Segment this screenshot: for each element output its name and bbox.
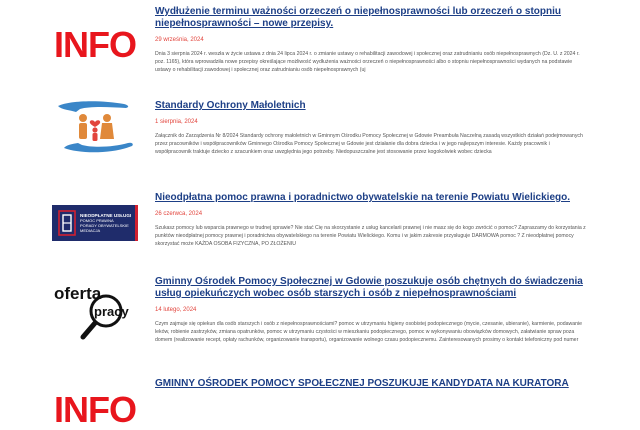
info-logo: INFO — [54, 389, 136, 430]
post-excerpt: Szukasz pomocy lub wsparcia prawnego w trudnej sprawie? Nie stać Cię na skorzystanie z usług kancelarii prawnej i nie masz się do kogo zwrócić o pomoc? Zapraszamy do korzystania z punktów nieodpłatnej pomocy prawnej i poradnictwa obywatelskiego na terenie Powiatu Wielickiego. Komu i w jakim zakresie przysługuje DARMOWA pomoc ? Z nieodpłatnej pomocy skorzystać może KAŻDA OSOBA FIZYCZNA, PO ZŁOŻENIU — [155, 225, 586, 248]
legal-aid-icon — [58, 210, 76, 236]
post-excerpt: Dnia 3 sierpnia 2024 r. weszła w życie ustawa z dnia 24 lipca 2024 r. o zmianie ustawy o rehabilitacji zawodowej i społecznej oraz zatrudnianiu osób niepełnosprawnych (Dz. U. z 2024 r. poz. 1165), która wprowadziła nowe przepisy określające możliwość wydłużenia ważności orzeczeń o niepełnosprawności albo o stopniu niepełnosprawności wydanych na podstawie ustawy o rehabilitacji zawodowej i społecznej oraz zatrudnianiu osób niepełnosprawnych (uj — [155, 51, 580, 74]
post-title-link[interactable]: Standardy Ochrony Małoletnich — [155, 100, 306, 111]
post-title-link[interactable]: Gminny Ośrodek Pomocy Społecznej w Gdowie poszukuje osób chętnych do świadczenia usług opiekuńczych wobec osób starszych i osób z niepełnosprawnościami — [155, 276, 583, 299]
legal-aid-text — [80, 213, 131, 233]
post-thumbnail[interactable] — [50, 389, 140, 430]
oferta-word: oferta — [54, 284, 102, 303]
post-date: 26 czerwca, 2024 — [155, 211, 203, 217]
post-item — [0, 276, 640, 366]
info-logo: INFO — [54, 24, 136, 65]
post-date: 29 września, 2024 — [155, 37, 204, 43]
post-thumbnail[interactable] — [50, 100, 140, 155]
post-content — [155, 276, 587, 345]
post-excerpt: Załącznik do Zarządzenia Nr 8/2024 Standardy ochrony małoletnich w Gminnym Ośrodku Pomocy Społecznej w Gdowie Preambuła Naczelną zasadą wszystkich działań podejmowanych przez pracowników i współpracowników Gminnego Ośrodka Pomocy Społecznej w Gdowie jest działanie dla dobra dziecka i w jego najlepszym interesie. Każdy pracownik i współpracownik traktuje dziecko z szacunkiem oraz uwzględnia jego potrzeby. Niedopuszczalne jest stosowanie przez kogokolwiek wobec dziecka — [155, 133, 583, 156]
post-content — [155, 192, 587, 249]
child-protection-icon — [50, 100, 140, 155]
post-thumbnail[interactable] — [50, 20, 140, 70]
post-date: 14 lutego, 2024 — [155, 307, 197, 313]
job-offer-magnifier-icon — [50, 277, 140, 341]
legal-aid-line: NIEODPŁATNE USŁUGI — [80, 213, 132, 218]
legal-aid-logo — [52, 205, 138, 241]
legal-aid-line: POMOC PRAWNA — [80, 218, 114, 223]
post-item — [0, 6, 640, 86]
red-accent-bar — [135, 205, 138, 241]
post-content — [155, 6, 587, 75]
post-content — [155, 100, 587, 157]
legal-aid-line: MEDIACJA — [80, 228, 101, 233]
legal-aid-line: PORADY OBYWATELSKIE — [80, 223, 129, 228]
post-item — [0, 378, 640, 430]
post-content — [155, 378, 587, 390]
post-thumbnail[interactable] — [50, 204, 140, 242]
post-title-link[interactable]: GMINNY OŚRODEK POMOCY SPOŁECZNEJ POSZUKUJE KANDYDATA NA KURATORA — [155, 378, 569, 389]
post-title-link[interactable]: Nieodpłatna pomoc prawna i poradnictwo obywatelskie na terenie Powiatu Wielickiego. — [155, 192, 570, 203]
post-thumbnail[interactable] — [50, 276, 140, 342]
post-date: 1 sierpnia, 2024 — [155, 119, 198, 125]
post-item — [0, 192, 640, 262]
post-title-link[interactable]: Wydłużenie terminu ważności orzeczeń o niepełnosprawności lub orzeczeń o stopniu niepełnosprawności – nowe przepisy. — [155, 6, 561, 29]
post-excerpt: Czym zajmuje się opiekun dla osób starszych i osób z niepełnosprawnościami? pomoc w utrzymaniu higieny osobistej podopiecznego (mycie, czesanie, ubieranie), karmienie, podawanie leków, robienie zastrzyków, zmiana opatrunków, pomoc w utrzymaniu czystości w mieszkaniu podopiecznego, pomoc w wykonywaniu obowiązków domowych, załatwianie spraw poza domem (realizowanie recept, opłaty rachunków, organizowanie transportu), organizowanie wolnego czasu podopiecznemu. Zainteresowanych prosimy o kontakt telefoniczny pod numer — [155, 321, 583, 344]
post-item — [0, 100, 640, 170]
pracy-word: pracy — [94, 304, 129, 319]
